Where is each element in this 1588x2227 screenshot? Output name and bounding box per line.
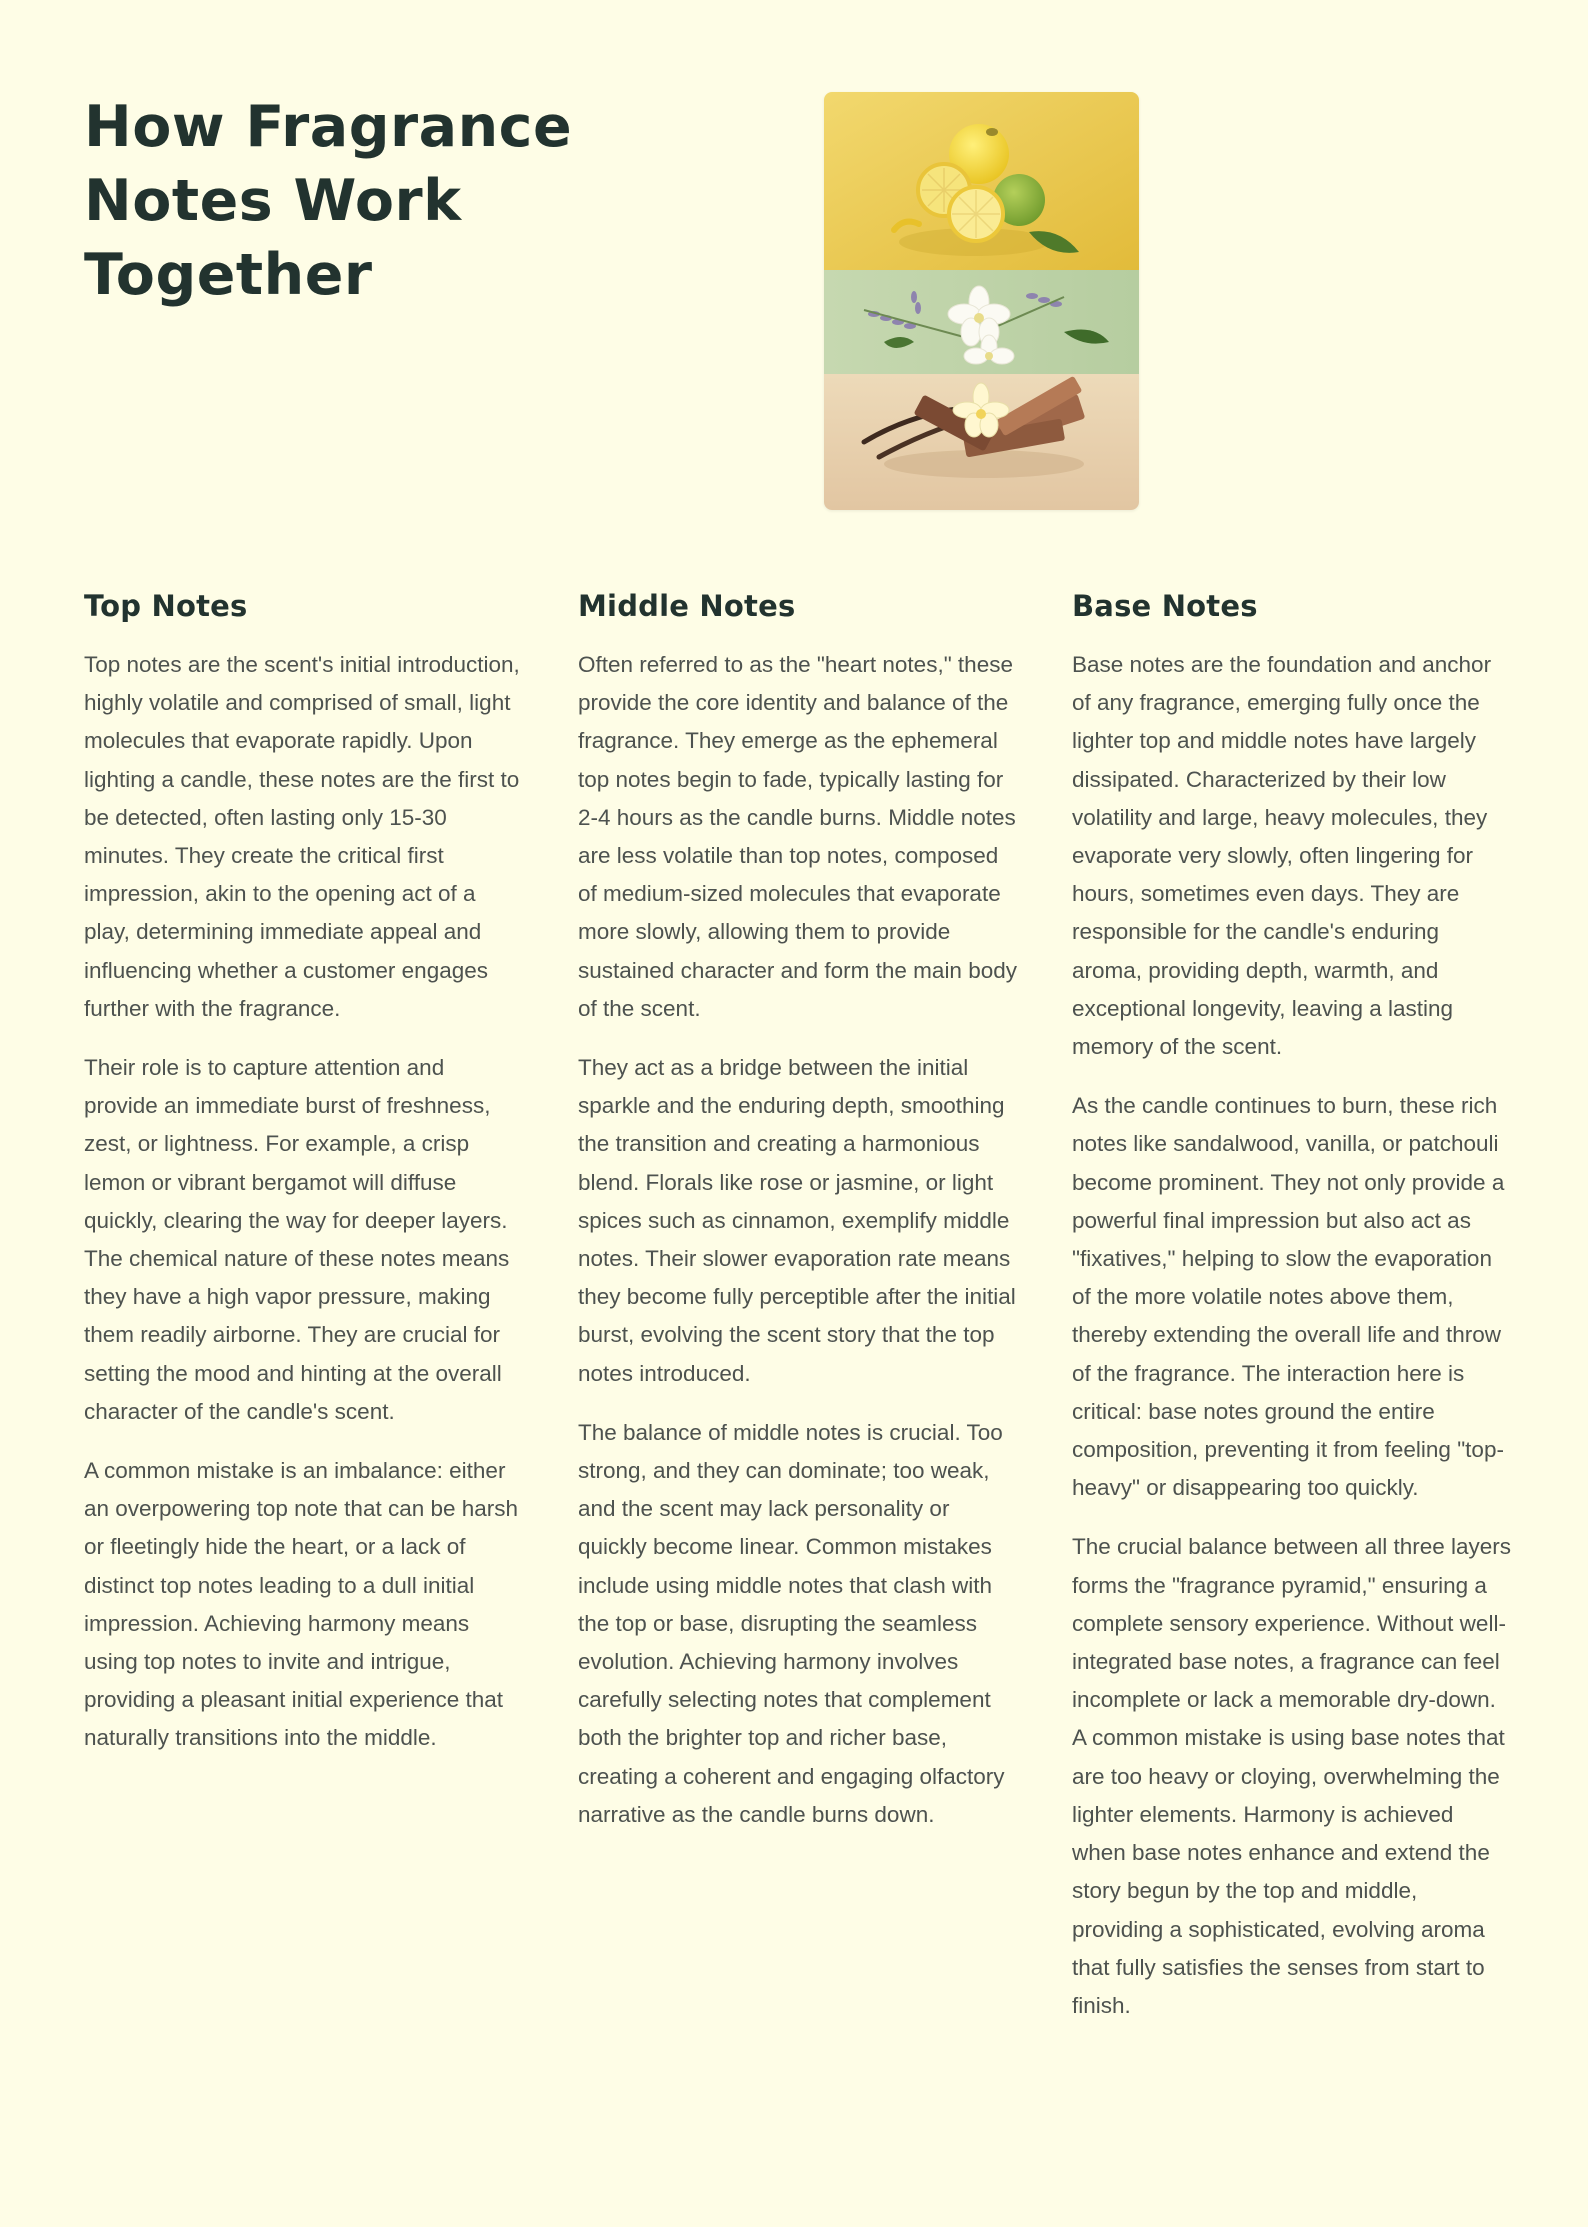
section-paragraph: Their role is to capture attention and provide an immediate burst of freshness, zest, or lightness. For example, a crisp lemon or vibrant bergamot will diffuse quickly, clearing the way for deeper layers. The chemical nature of these notes means they have a high vapor pressure, making them readily airborne. They are crucial for setting the mood and hinting at the overall character of the candle's scent. [84, 1055, 510, 1424]
section-heading: Base Notes [1072, 589, 1258, 623]
section-top-notes [84, 588, 524, 1779]
section-base-notes [1072, 588, 1512, 2046]
section-heading: Middle Notes [578, 589, 796, 623]
section-paragraph: Top notes are the scent's initial introduction, highly volatile and comprised of small, light molecules that evaporate rapidly. Upon lighting a candle, these notes are the first to be detected, often lasting only 15-30 minutes. They create the critical first impression, akin to the opening act of a play, determining immediate appeal and influencing whether a customer engages further with the fragrance. [84, 652, 520, 1021]
section-paragraph: The balance of middle notes is crucial. Too strong, and they can dominate; too weak, and the scent may lack personality or quickly become linear. Common mistakes include using middle notes that clash with the top or base, disrupting the seamless evolution. Achieving harmony involves carefully selecting notes that complement both the brighter top and richer base, creating a coherent and engaging olfactory narrative as the candle burns down. [578, 1419, 1005, 1827]
section-paragraph: A common mistake is an imbalance: either an overpowering top note that can be harsh or fleetingly hide the heart, or a lack of distinct top notes leading to a dull initial impression. Achieving harmony means using top notes to invite and intrigue, providing a pleasant initial experience that naturally transitions into the middle. [84, 1458, 519, 1751]
page-title: How Fragrance Notes Work Together [84, 94, 573, 308]
section-paragraph: Base notes are the foundation and anchor of any fragrance, emerging fully once the lighter top and middle notes have largely dissipated. Characterized by their low volatility and large, heavy molecules, they evaporate very slowly, often lingering for hours, sometimes even days. They are responsible for the candle's enduring aroma, providing depth, warmth, and exceptional longevity, leaving a lasting memory of the scent. [1072, 652, 1492, 1060]
section-paragraph: The crucial balance between all three layers forms the "fragrance pyramid," ensuring a complete sensory experience. Without well-integrated base notes, a fragrance can feel incomplete or lack a memorable dry-down. A common mistake is using base notes that are too heavy or cloying, overwhelming the lighter elements. Harmony is achieved when base notes enhance and extend the story begun by the top and middle, providing a sophisticated, evolving aroma that fully satisfies the senses from start to finish. [1072, 1534, 1511, 2018]
section-paragraph: Often referred to as the "heart notes," these provide the core identity and balance of the fragrance. They emerge as the ephemeral top notes begin to fade, typically lasting for 2-4 hours as the candle burns. Middle notes are less volatile than top notes, composed of medium-sized molecules that evaporate more slowly, allowing them to provide sustained character and form the main body of the scent. [578, 652, 1017, 1021]
section-middle-notes [578, 588, 1018, 1855]
hero-image [824, 92, 1139, 510]
section-heading: Top Notes [84, 589, 248, 623]
section-paragraph: They act as a bridge between the initial sparkle and the enduring depth, smoothing the transition and creating a harmonious blend. Florals like rose or jasmine, or light spices such as cinnamon, exemplify middle notes. Their slower evaporation rate means they become fully perceptible after the initial burst, evolving the scent story that the top notes introduced. [578, 1055, 1016, 1386]
section-paragraph: As the candle continues to burn, these rich notes like sandalwood, vanilla, or patchouli become prominent. They not only provide a powerful final impression but also act as "fixatives," helping to slow the evaporation of the more volatile notes above them, thereby extending the overall life and throw of the fragrance. The interaction here is critical: base notes ground the entire composition, preventing it from feeling "top-heavy" or disappearing too quickly. [1072, 1093, 1505, 1501]
